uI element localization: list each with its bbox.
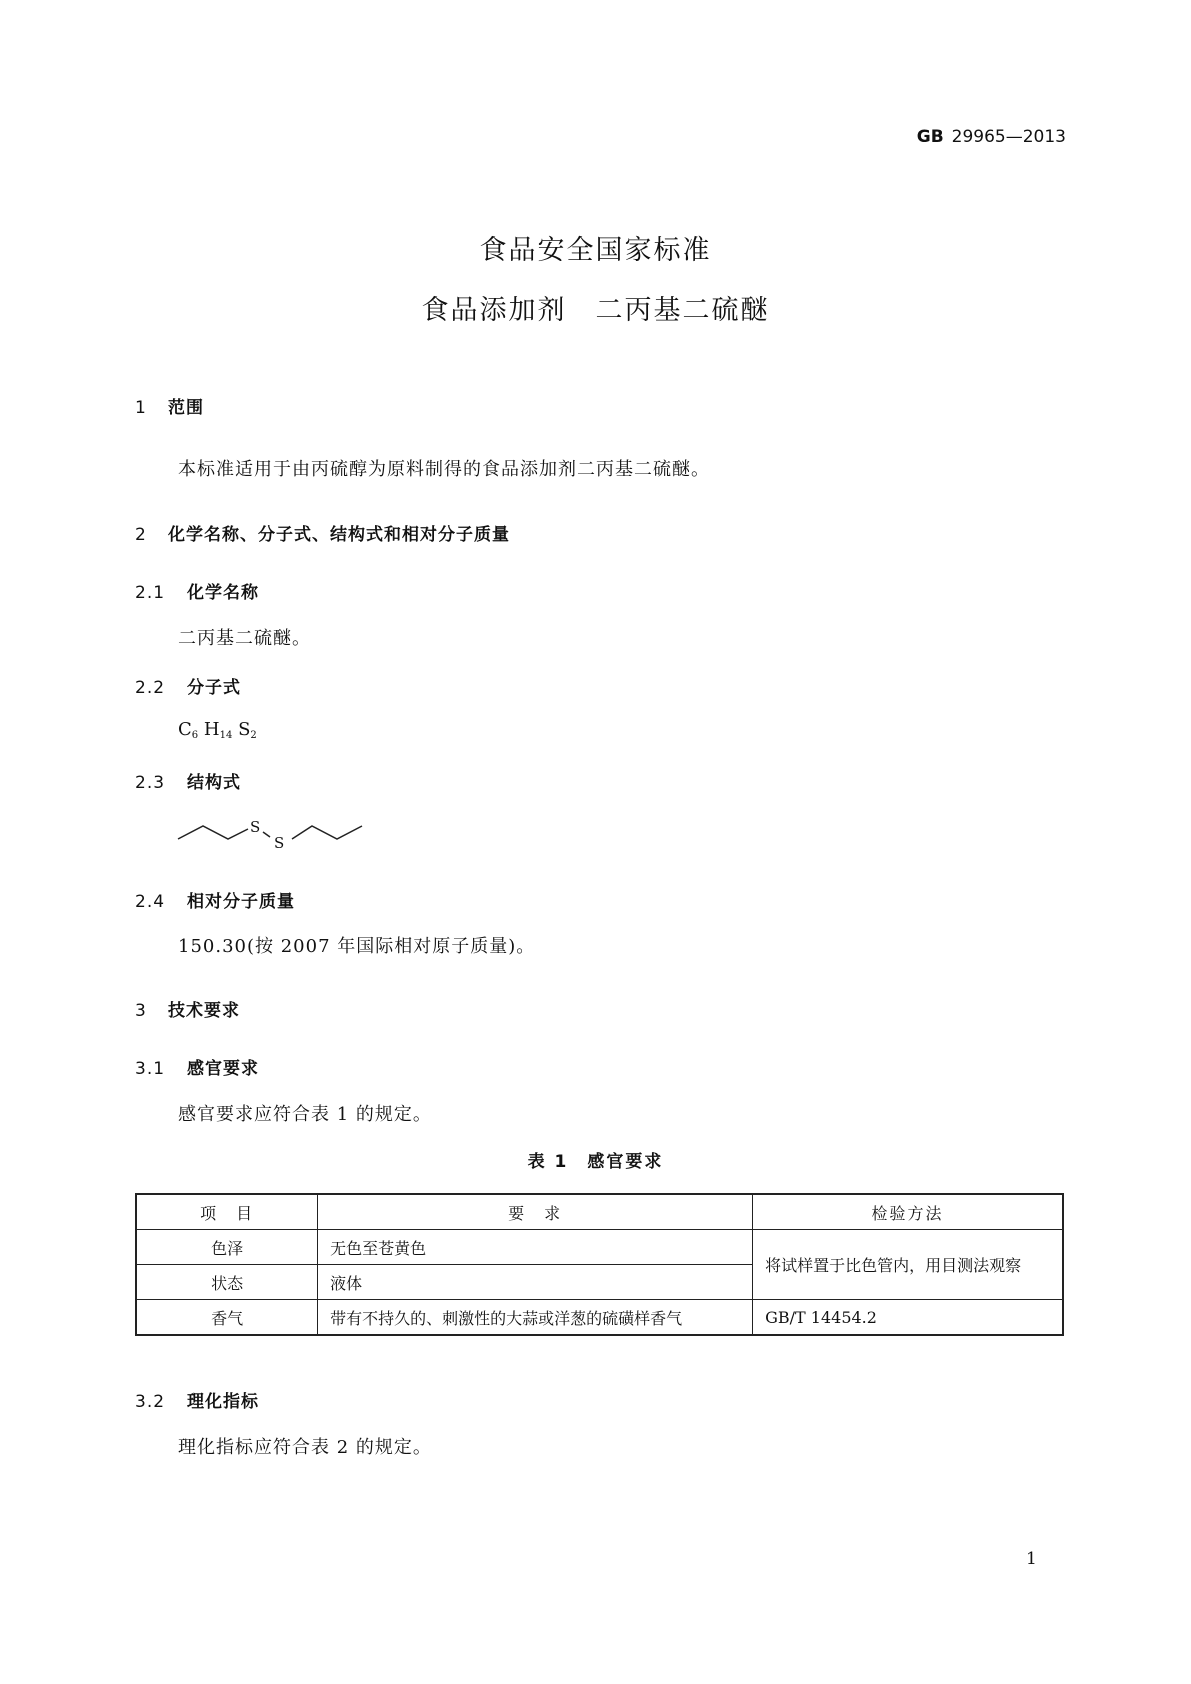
table-cell-method: GB/T 14454.2 [753,1300,1063,1336]
table-row [136,1300,1063,1336]
table-header-item: 项 目 [136,1194,318,1230]
table-cell-requirement: 带有不持久的、刺激性的大蒜或洋葱的硫磺样香气 [318,1300,753,1336]
section-3-1-text: 感官要求应符合表 1 的规定。 [178,1104,432,1125]
table-1-caption: 表 1 感官要求 [527,1152,664,1172]
standard-code-number: 29965—2013 [951,127,1066,147]
section-2-3-heading: 2.3 结构式 [135,773,241,793]
table-cell-item: 状态 [136,1265,318,1300]
section-3-2-heading: 3.2 理化指标 [135,1392,259,1412]
molecular-formula: $C_6$ $H_{14}$ $S_2$ [178,719,257,741]
table-cell-requirement: 液体 [318,1265,753,1300]
sensory-requirements-table [135,1193,1064,1336]
table-row [136,1230,1063,1265]
section-2-4-heading: 2.4 相对分子质量 [135,892,295,912]
section-1-heading: 1 范围 [135,398,204,418]
section-2-heading: 2 化学名称、分子式、结构式和相对分子质量 [135,525,510,545]
table-cell-item: 香气 [136,1300,318,1336]
sulfur-atom-2: S [274,834,285,852]
section-1-text: 本标准适用于由丙硫醇为原料制得的食品添加剂二丙基二硫醚。 [178,459,710,480]
standard-code-prefix: GB [916,127,944,147]
section-3-2-text: 理化指标应符合表 2 的规定。 [178,1437,432,1458]
sulfur-atom-1: S [250,818,261,836]
standard-code [917,127,1066,147]
section-2-2-heading: 2.2 分子式 [135,678,241,698]
section-3-1-heading: 3.1 感官要求 [135,1059,259,1079]
page-number: 1 [1026,1549,1037,1569]
table-cell-item: 色泽 [136,1230,318,1265]
structural-formula [170,815,370,865]
table-header-method: 检验方法 [753,1194,1063,1230]
table-cell-method-merged: 将试样置于比色管内，用目测法观察 [753,1230,1063,1300]
section-2-1-text: 二丙基二硫醚。 [178,628,311,649]
document-title-sub: 食品添加剂 二丙基二硫醚 [421,295,770,326]
section-3-heading: 3 技术要求 [135,1001,240,1021]
section-2-1-heading: 2.1 化学名称 [135,583,259,603]
table-cell-requirement: 无色至苍黄色 [318,1230,753,1265]
section-2-4-text: 150.30(按 2007 年国际相对原子质量)。 [178,936,536,957]
table-header-row [136,1194,1063,1230]
table-header-requirement: 要 求 [318,1194,753,1230]
document-title-main: 食品安全国家标准 [479,235,712,266]
